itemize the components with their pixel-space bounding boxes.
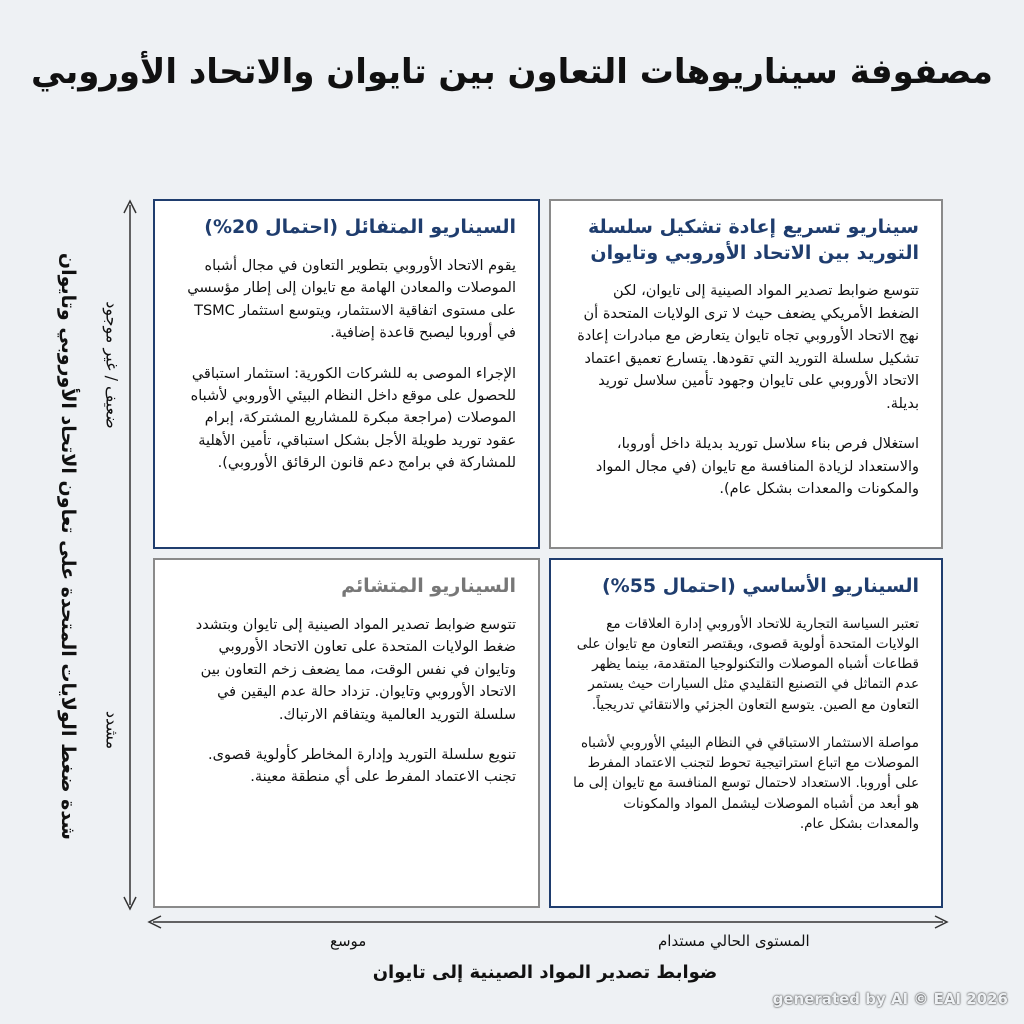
quadrant-description: تتوسع ضوابط تصدير المواد الصينية إلى تايوان، لكن الضغط الأمريكي يضعف حيث لا ترى الولايات المتحدة أن نهج الاتحاد الأوروبي تجاه تايوان يتعارض مع مبادرات إعادة تشكيل سلسلة التوريد التي تقودها. يتسارع تعميق اعتماد الاتحاد الأوروبي على تايوان وجهود تأمين سلاسل توريد بديلة. — [577, 283, 919, 412]
y-axis-bottom-label: مشدد — [102, 710, 122, 750]
quadrant-recommendation: مواصلة الاستثمار الاستباقي في النظام البيئي الأوروبي لأشباه الموصلات مع اتباع استراتيجية تحوط لتجنب الاعتماد المفرط على أوروبا. الاستعداد لاحتمال توسع المنافسة مع تايوان إلى ما هو أبعد من أشباه الموصلات ليشمل المواد والمكونات والمعدات بشكل عام. — [573, 734, 919, 832]
y-axis-top-label: ضعيف / غير موجود — [102, 301, 122, 429]
quadrant-heading: السيناريو الأساسي (احتمال 55%) — [601, 575, 919, 597]
page-title: مصفوفة سيناريوهات التعاون بين تايوان والاتحاد الأوروبي — [31, 52, 993, 92]
quadrant-heading: سيناريو تسريع إعادة تشكيل سلسلة التوريد بين الاتحاد الأوروبي وتايوان — [587, 216, 919, 264]
quadrant-baseline — [549, 558, 943, 908]
quadrant-optimistic — [153, 199, 540, 549]
x-axis-title: ضوابط تصدير المواد الصينية إلى تايوان — [372, 962, 718, 983]
x-axis-left-label: موسع — [330, 932, 367, 950]
watermark: generated by AI © EAI 2026 — [772, 990, 1008, 1008]
quadrant-description: يقوم الاتحاد الأوروبي بتطوير التعاون في مجال أشباه الموصلات والمعادن الهامة مع تايوان إلى إطار مؤسسي على مستوى اتفاقية الاستثمار، ويتوسع استثمار TSMC في أوروبا ليصبح قاعدة إضافية. — [187, 257, 516, 342]
quadrant-pessimistic — [153, 558, 540, 908]
x-axis-right-label: المستوى الحالي مستدام — [658, 932, 810, 950]
quadrant-recommendation: تنويع سلسلة التوريد وإدارة المخاطر كأولوية قصوى. تجنب الاعتماد المفرط على أي منطقة معينة. — [208, 746, 516, 786]
y-axis-title: شدة ضغط الولايات المتحدة على تعاون الاتحاد الأوروبي وتايوان — [57, 252, 79, 840]
quadrant-heading: السيناريو المتشائم — [341, 575, 516, 597]
quadrant-description: تتوسع ضوابط تصدير المواد الصينية إلى تايوان وبتشدد ضغط الولايات المتحدة على تعاون الاتحاد الأوروبي وتايوان في نفس الوقت، مما يضعف زخم التعاون بين الاتحاد الأوروبي وتايوان. تزداد حالة عدم اليقين في سلسلة التوريد العالمية ويتفاقم الارتباك. — [195, 616, 516, 723]
quadrant-recommendation: استغلال فرص بناء سلاسل توريد بديلة داخل أوروبا، والاستعداد لزيادة المنافسة مع تايوان (في مجال المواد والمكونات والمعدات بشكل عام). — [595, 436, 919, 498]
quadrant-description: تعتبر السياسة التجارية للاتحاد الأوروبي إدارة العلاقات مع الولايات المتحدة أولوية قصوى، ويقتصر التعاون مع تايوان على قطاعات أشباه الموصلات والتكنولوجيا المتقدمة، بينما يظهر عدم التماثل في التصنيع التقليدي مثل السيارات حيث يستمر التعاون مع الصين. يتوسع التعاون الجزئي والانتقائي تدريجياً. — [576, 615, 919, 713]
quadrant-recommendation: الإجراء الموصى به للشركات الكورية: استثمار استباقي للحصول على موقع داخل النظام البيئي الأوروبي لأشباه الموصلات (مراجعة مبكرة للمشاريع المشتركة، إبرام عقود توريد طويلة الأجل بشكل استباقي، تأمين الأهلية للمشاركة في برامج دعم قانون الرقائق الأوروبي). — [190, 365, 516, 472]
quadrant-supply-chain-acceleration — [549, 199, 943, 549]
quadrant-heading: السيناريو المتفائل (احتمال 20%) — [204, 216, 516, 238]
